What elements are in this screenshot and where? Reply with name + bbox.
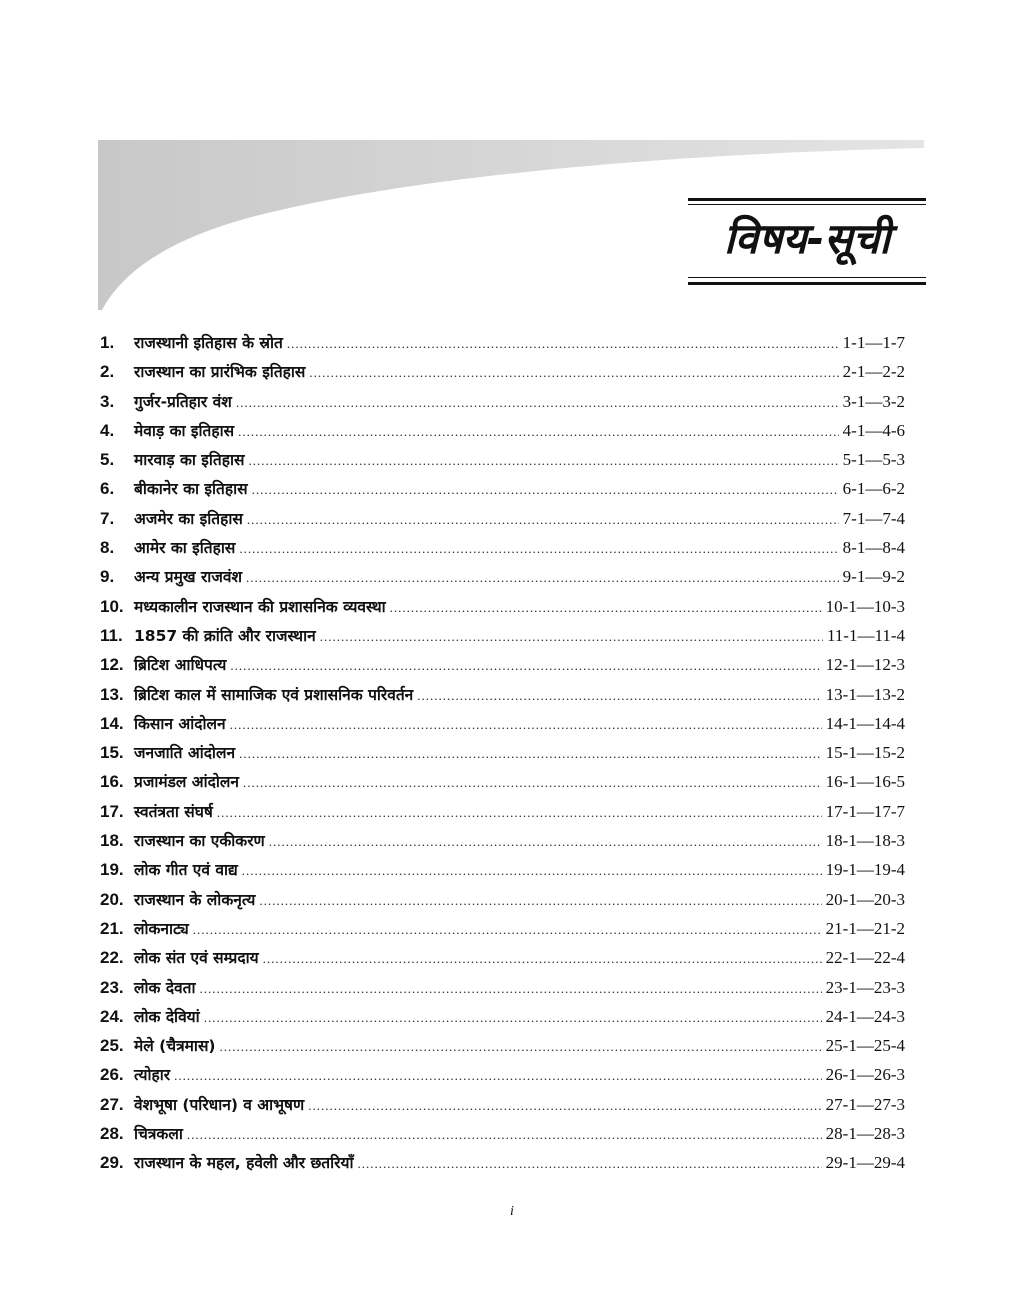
toc-entry-number: 25.: [100, 1036, 124, 1056]
toc-entry-number: 24.: [100, 1006, 124, 1026]
toc-dot-leader: [269, 834, 822, 850]
toc-entry-title: गुर्जर-प्रतिहार वंश: [134, 392, 232, 411]
toc-entry-title: मध्यकालीन राजस्थान की प्रशासनिक व्यवस्था: [134, 597, 386, 616]
toc-entry-pages: 13-1—13-2: [825, 684, 905, 704]
toc-entry-number: 5.: [100, 450, 115, 470]
title-top-rule-thin: [688, 204, 926, 205]
toc-entry-number: 6.: [100, 479, 115, 499]
toc-dot-leader: [193, 922, 822, 938]
toc-entry-title: लोकनाट्य: [134, 919, 189, 938]
toc-entry-pages: 11-1—11-4: [826, 625, 905, 645]
toc-entry-title: राजस्थानी इतिहास के स्रोत: [134, 334, 283, 352]
toc-entry-pages: 21-1—21-2: [825, 918, 905, 938]
toc-entry-title: 1857 की क्रांति और राजस्थान: [134, 626, 316, 645]
toc-entry-number: 16.: [100, 772, 124, 792]
toc-entry-pages: 9-1—9-2: [842, 567, 905, 587]
toc-entry: [100, 536, 905, 565]
toc-entry-number: 10.: [100, 596, 124, 616]
toc-entry-pages: 25-1—25-4: [825, 1036, 905, 1056]
toc-entry-title: लोक देवता: [134, 978, 196, 997]
toc-entry-title: ब्रिटिश आधिपत्य: [134, 656, 227, 675]
toc-entry-title: अजमेर का इतिहास: [134, 509, 243, 528]
toc-entry-number: 7.: [100, 508, 115, 528]
table-of-contents: [100, 331, 905, 1181]
toc-entry-title: ब्रिटिश काल में सामाजिक एवं प्रशासनिक परिवर्तन: [134, 685, 414, 704]
toc-dot-leader: [217, 805, 822, 821]
toc-dot-leader: [200, 981, 822, 997]
toc-entry-number: 8.: [100, 538, 115, 558]
toc-dot-leader: [220, 1039, 822, 1055]
toc-entry: [100, 448, 905, 477]
toc-entry: [100, 888, 905, 917]
title-block: [688, 198, 926, 286]
toc-entry-pages: 28-1—28-3: [825, 1124, 905, 1144]
toc-dot-leader: [230, 658, 821, 674]
toc-entry-number: 12.: [100, 655, 124, 675]
toc-entry-title: अन्य प्रमुख राजवंश: [134, 568, 242, 587]
toc-entry-pages: 26-1—26-3: [825, 1065, 905, 1085]
toc-dot-leader: [252, 482, 839, 498]
toc-dot-leader: [204, 1010, 822, 1026]
toc-entry-number: 21.: [100, 918, 124, 938]
toc-entry-number: 17.: [100, 801, 124, 821]
toc-dot-leader: [174, 1068, 822, 1084]
toc-dot-leader: [417, 688, 821, 704]
page-number: i: [510, 1204, 514, 1219]
toc-entry-pages: 24-1—24-3: [825, 1006, 905, 1026]
toc-entry-pages: 22-1—22-4: [825, 948, 905, 968]
title-bottom-rule-thin: [688, 277, 926, 278]
title-bottom-rule: [688, 282, 926, 285]
toc-entry-title: चित्रकला: [134, 1125, 183, 1144]
toc-entry-number: 29.: [100, 1153, 124, 1173]
toc-entry-number: 23.: [100, 977, 124, 997]
toc-entry-title: राजस्थान के महल, हवेली और छतरियाँ: [134, 1154, 354, 1173]
toc-dot-leader: [358, 1156, 822, 1172]
toc-entry: [100, 1093, 905, 1122]
toc-entry-pages: 16-1—16-5: [825, 772, 905, 792]
toc-entry-pages: 12-1—12-3: [825, 655, 905, 675]
toc-entry: [100, 477, 905, 506]
toc-entry: [100, 1151, 905, 1180]
toc-entry-pages: 14-1—14-4: [825, 713, 905, 733]
toc-entry-pages: 19-1—19-4: [825, 860, 905, 880]
toc-entry: [100, 565, 905, 594]
toc-dot-leader: [247, 512, 839, 528]
toc-entry-title: लोक देवियां: [134, 1007, 200, 1026]
toc-entry: [100, 976, 905, 1005]
toc-dot-leader: [309, 365, 838, 381]
toc-entry-number: 13.: [100, 684, 124, 704]
toc-entry: [100, 360, 905, 389]
toc-dot-leader: [236, 395, 839, 411]
toc-dot-leader: [259, 893, 821, 909]
toc-entry-number: 1.: [100, 333, 115, 352]
toc-entry: [100, 390, 905, 419]
toc-entry: [100, 419, 905, 448]
toc-entry: [100, 331, 905, 360]
toc-entry-number: 20.: [100, 889, 124, 909]
toc-dot-leader: [390, 600, 822, 616]
toc-entry-title: किसान आंदोलन: [134, 714, 226, 733]
toc-dot-leader: [320, 629, 823, 645]
toc-entry-number: 9.: [100, 567, 115, 587]
toc-entry: [100, 946, 905, 975]
toc-entry-number: 18.: [100, 831, 124, 851]
toc-dot-leader: [287, 336, 839, 352]
toc-dot-leader: [187, 1127, 822, 1143]
toc-dot-leader: [230, 717, 822, 733]
toc-dot-leader: [263, 951, 822, 967]
toc-entry-title: लोक संत एवं सम्प्रदाय: [134, 949, 259, 968]
toc-dot-leader: [238, 424, 839, 440]
toc-entry-title: त्योहार: [134, 1066, 171, 1085]
toc-entry-title: स्वतंत्रता संघर्ष: [134, 802, 213, 821]
toc-entry-pages: 2-1—2-2: [842, 362, 905, 382]
toc-entry-number: 28.: [100, 1124, 124, 1144]
toc-entry-pages: 18-1—18-3: [825, 831, 905, 851]
toc-entry-number: 14.: [100, 713, 124, 733]
toc-entry-title: राजस्थान के लोकनृत्य: [134, 890, 256, 909]
toc-dot-leader: [239, 746, 822, 762]
toc-dot-leader: [242, 863, 822, 879]
toc-entry: [100, 858, 905, 887]
toc-dot-leader: [248, 453, 838, 469]
toc-entry: [100, 1005, 905, 1034]
toc-dot-leader: [239, 541, 838, 557]
toc-entry-pages: 29-1—29-4: [825, 1153, 905, 1173]
toc-entry: [100, 507, 905, 536]
toc-entry-pages: 5-1—5-3: [842, 450, 905, 470]
toc-entry-title: लोक गीत एवं वाद्य: [134, 861, 238, 880]
toc-entry-pages: 1-1—1-7: [842, 333, 905, 352]
toc-entry-title: मेले (चैत्रमास): [134, 1037, 216, 1056]
toc-dot-leader: [246, 570, 839, 586]
toc-entry: [100, 1122, 905, 1151]
toc-entry-pages: 15-1—15-2: [825, 743, 905, 763]
toc-entry: [100, 712, 905, 741]
toc-entry: [100, 1034, 905, 1063]
toc-entry-title: वेशभूषा (परिधान) व आभूषण: [134, 1095, 305, 1114]
toc-entry-title: मारवाड़ का इतिहास: [134, 451, 245, 470]
toc-entry-number: 22.: [100, 948, 124, 968]
toc-entry: [100, 595, 905, 624]
toc-entry: [100, 624, 905, 653]
toc-entry: [100, 800, 905, 829]
toc-entry-number: 11.: [100, 625, 123, 645]
toc-entry-pages: 20-1—20-3: [825, 889, 905, 909]
toc-entry-number: 15.: [100, 743, 124, 763]
toc-entry-title: आमेर का इतिहास: [134, 539, 236, 558]
toc-entry-pages: 4-1—4-6: [842, 420, 905, 440]
toc-dot-leader: [308, 1098, 821, 1114]
toc-entry-pages: 8-1—8-4: [842, 538, 905, 558]
toc-entry: [100, 770, 905, 799]
toc-entry-title: प्रजामंडल आंदोलन: [134, 773, 239, 792]
toc-entry-pages: 10-1—10-3: [825, 596, 905, 616]
toc-entry-title: राजस्थान का एकीकरण: [134, 832, 265, 851]
toc-entry-number: 4.: [100, 420, 115, 440]
toc-entry-pages: 3-1—3-2: [842, 391, 905, 411]
toc-entry: [100, 829, 905, 858]
toc-entry-number: 3.: [100, 391, 115, 411]
page-title: विषय-सूची: [723, 214, 891, 263]
toc-entry-number: 19.: [100, 860, 124, 880]
toc-entry: [100, 917, 905, 946]
toc-entry-pages: 23-1—23-3: [825, 977, 905, 997]
toc-entry-number: 2.: [100, 362, 115, 382]
toc-dot-leader: [243, 775, 822, 791]
toc-entry-pages: 6-1—6-2: [842, 479, 905, 499]
toc-entry-title: बीकानेर का इतिहास: [134, 480, 248, 499]
title-top-rule: [688, 198, 926, 201]
toc-entry: [100, 653, 905, 682]
toc-entry-pages: 27-1—27-3: [825, 1094, 905, 1114]
toc-entry: [100, 683, 905, 712]
toc-entry: [100, 741, 905, 770]
toc-entry-pages: 7-1—7-4: [842, 508, 905, 528]
toc-entry-title: मेवाड़ का इतिहास: [134, 421, 235, 440]
toc-entry-number: 27.: [100, 1094, 124, 1114]
toc-entry-title: राजस्थान का प्रारंभिक इतिहास: [134, 363, 306, 382]
toc-entry: [100, 1063, 905, 1092]
toc-entry-title: जनजाति आंदोलन: [134, 744, 236, 763]
toc-entry-number: 26.: [100, 1065, 124, 1085]
toc-entry-pages: 17-1—17-7: [825, 801, 905, 821]
